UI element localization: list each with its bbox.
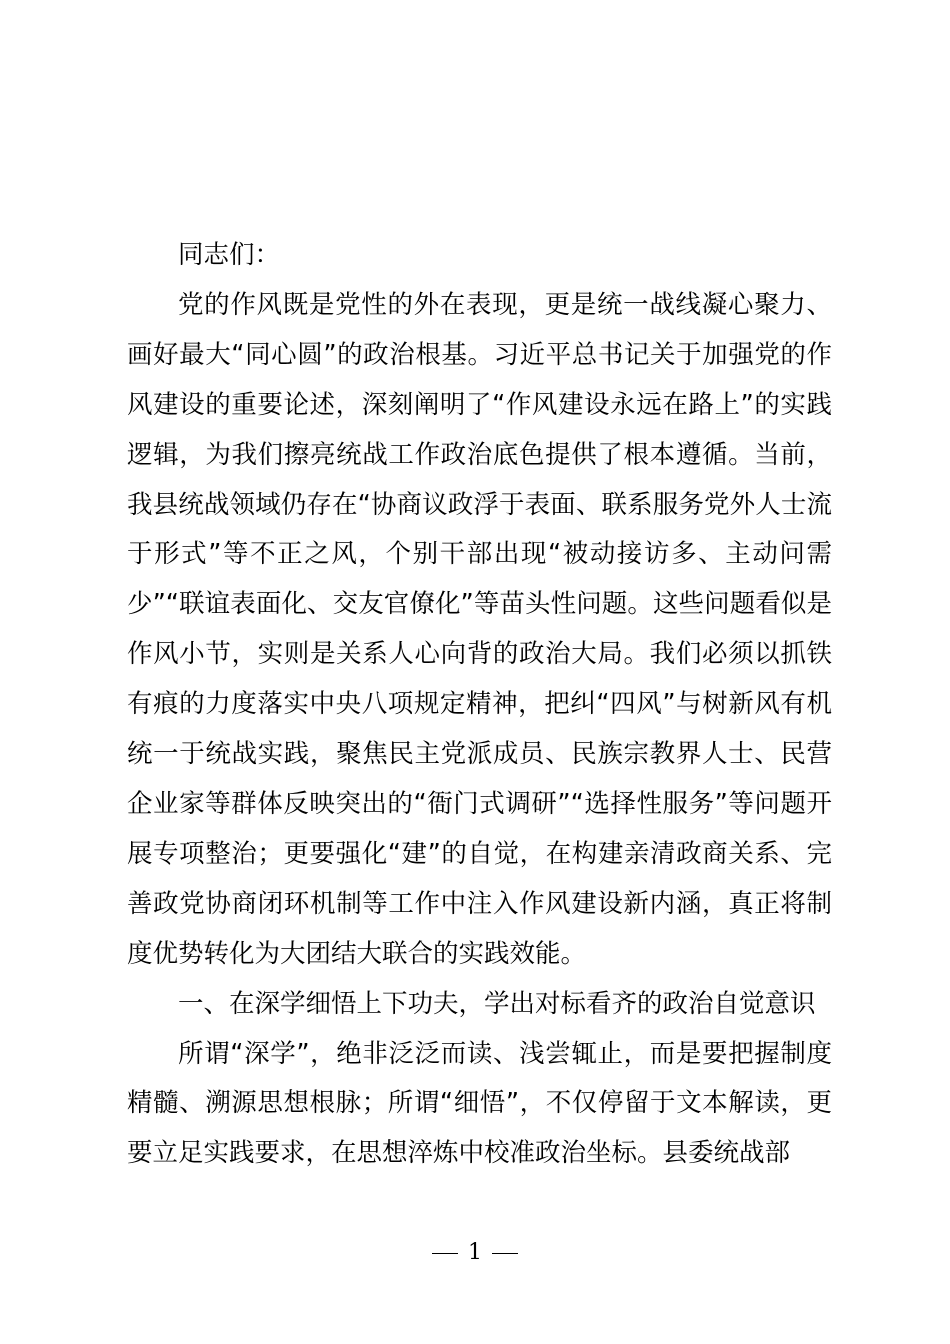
- section-paragraph: 所谓“深学”，绝非泛泛而读、浅尝辄止，而是要把握制度精髓、溯源思想根脉；所谓“细悟”，不仅停留于文本解读，更要立足实践要求，在思想淬炼中校准政治坐标。县委统战部: [127, 1038, 832, 1169]
- document-body: [127, 231, 832, 1179]
- footer-dash-right: [492, 1253, 518, 1254]
- page-number: 1: [468, 1240, 482, 1265]
- intro-paragraph: 党的作风既是党性的外在表现，更是统一战线凝心聚力、画好最大“同心圆”的政治根基。习近平总书记关于加强党的作风建设的重要论述，深刻阐明了“作风建设永远在路上”的实践逻辑，为我们擦亮统战工作政治底色提供了根本遵循。当前，我县统战领域仍存在“协商议政浮于表面、联系服务党外人士流于形式”等不正之风，个别干部出现“被动接访多、主动问需少”“联谊表面化、交友官僚化”等苗头性问题。这些问题看似是作风小节，实则是关系人心向背的政治大局。我们必须以抓铁有痕的力度落实中央八项规定精神，把纠“四风”与树新风有机统一于统战实践，聚焦民主党派成员、民族宗教界人士、民营企业家等群体反映突出的“衙门式调研”“选择性服务”等问题开展专项整治；更要强化“建”的自觉，在构建亲清政商关系、完善政党协商闭环机制等工作中注入作风建设新内涵，真正将制度优势转化为大团结大联合的实践效能。: [127, 289, 832, 969]
- footer-dash-left: [432, 1253, 458, 1254]
- section-heading: 一、在深学细悟上下功夫，学出对标看齐的政治自觉意识: [178, 988, 816, 1019]
- page-footer: [0, 1238, 950, 1268]
- salutation: 同志们：: [178, 240, 281, 270]
